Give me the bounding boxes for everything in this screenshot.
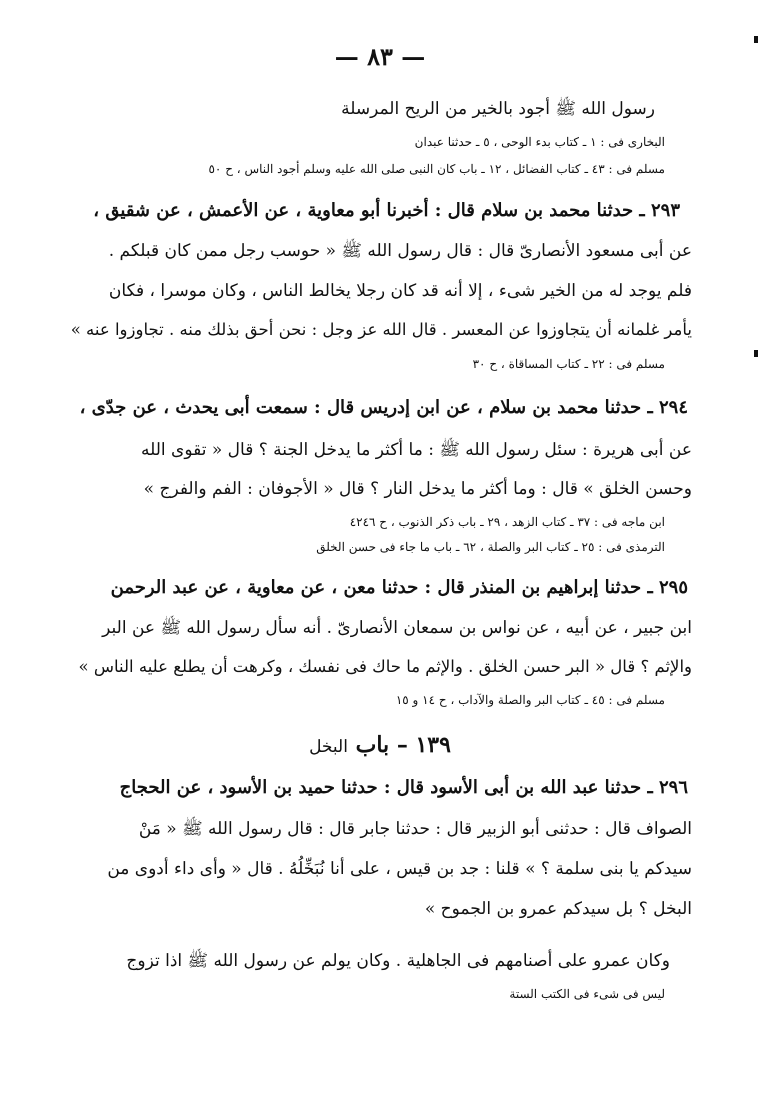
page-number: — ٨٣ —: [334, 42, 426, 71]
source-reference: مسلم فى : ٤٣ ـ كتاب الفضائل ، ١٢ ـ باب كان النبى صلى الله عليه وسلم أجود الناس ، ح ٥٠: [208, 162, 665, 176]
text-line: سيدكم يا بنى سلمة ؟ » قلنا : جد بن قيس ، على أنا نُبَخِّلُهُ . قال « وأى داء أدوى من: [107, 859, 692, 879]
edge-mark: [754, 36, 758, 43]
source-reference: الترمذى فى : ٢٥ ـ كتاب البر والصلة ، ٦٢ ـ باب ما جاء فى حسن الخلق: [316, 540, 665, 554]
hadith-293-line: ٢٩٣ ـ حدثنا محمد بن سلام قال : أخبرنا أبو معاوية ، عن الأعمش ، عن شقيق ،: [93, 200, 680, 221]
source-reference: البخارى فى : ١ ـ كتاب بدء الوحى ، ٥ ـ حدثنا عبدان: [414, 135, 665, 149]
text-line: فلم يوجد له من الخير شىء ، إلا أنه قد كان رجلا يخالط الناس ، وكان موسرا ، فكان: [108, 281, 692, 301]
text-line: يأمر غلمانه أن يتجاوزوا عن المعسر . قال الله عز وجل : نحن أحق بذلك منه . تجاوزوا عنه »: [70, 320, 692, 339]
source-reference: مسلم فى : ٤٥ ـ كتاب البر والصلة والآداب ، ح ١٤ و ١٥: [395, 693, 665, 707]
text-line: رسول الله ﷺ أجود بالخير من الريح المرسلة: [341, 99, 655, 119]
source-reference: مسلم فى : ٢٢ ـ كتاب المساقاة ، ح ٣٠: [472, 357, 665, 371]
footnote-source: ليس فى شىء فى الكتب الستة: [509, 987, 665, 1001]
hadith-296-line: ٢٩٦ ـ حدثنا عبد الله بن أبى الأسود قال : حدثنا حميد بن الأسود ، عن الحجاج: [119, 777, 688, 798]
source-reference: ابن ماجه فى : ٣٧ ـ كتاب الزهد ، ٢٩ ـ باب ذكر الذنوب ، ح ٤٢٤٦: [349, 515, 665, 529]
footnote-text: وكان عمرو على أصنامهم فى الجاهلية . وكان يولم عن رسول الله ﷺ اذا تزوج: [126, 951, 670, 971]
chapter-heading: [0, 732, 760, 758]
text-line: وحسن الخلق » قال : وما أكثر ما يدخل النار ؟ قال « الأجوفان : الفم والفرج »: [143, 479, 692, 499]
text-line: عن أبى هريرة : سئل رسول الله ﷺ : ما أكثر ما يدخل الجنة ؟ قال « تقوى الله: [140, 440, 692, 460]
chapter-label: ١٣٩ – باب: [355, 732, 451, 758]
hadith-294-line: ٢٩٤ ـ حدثنا محمد بن سلام ، عن ابن إدريس قال : سمعت أبى يحدث ، عن جدّى ،: [79, 397, 688, 418]
text-line: والإثم ؟ قال « البر حسن الخلق . والإثم ما حاك فى نفسك ، وكرهت أن يطلع عليه الناس »: [78, 657, 692, 676]
edge-mark: [754, 350, 758, 357]
text-line: ابن جبير ، عن أبيه ، عن نواس بن سمعان الأنصارىّ . أنه سأل رسول الله ﷺ عن البر: [102, 618, 692, 638]
chapter-title: البخل: [309, 737, 348, 757]
text-line: الصواف قال : حدثنى أبو الزبير قال : حدثنا جابر قال : قال رسول الله ﷺ « مَنْ: [138, 819, 692, 839]
hadith-295-line: ٢٩٥ ـ حدثنا إبراهيم بن المنذر قال : حدثنا معن ، عن معاوية ، عن عبد الرحمن: [110, 577, 688, 598]
text-line: عن أبى مسعود الأنصارىّ قال : قال رسول الله ﷺ « حوسب رجل ممن كان قبلكم .: [108, 241, 692, 261]
text-line: البخل ؟ بل سيدكم عمرو بن الجموح »: [424, 899, 692, 919]
